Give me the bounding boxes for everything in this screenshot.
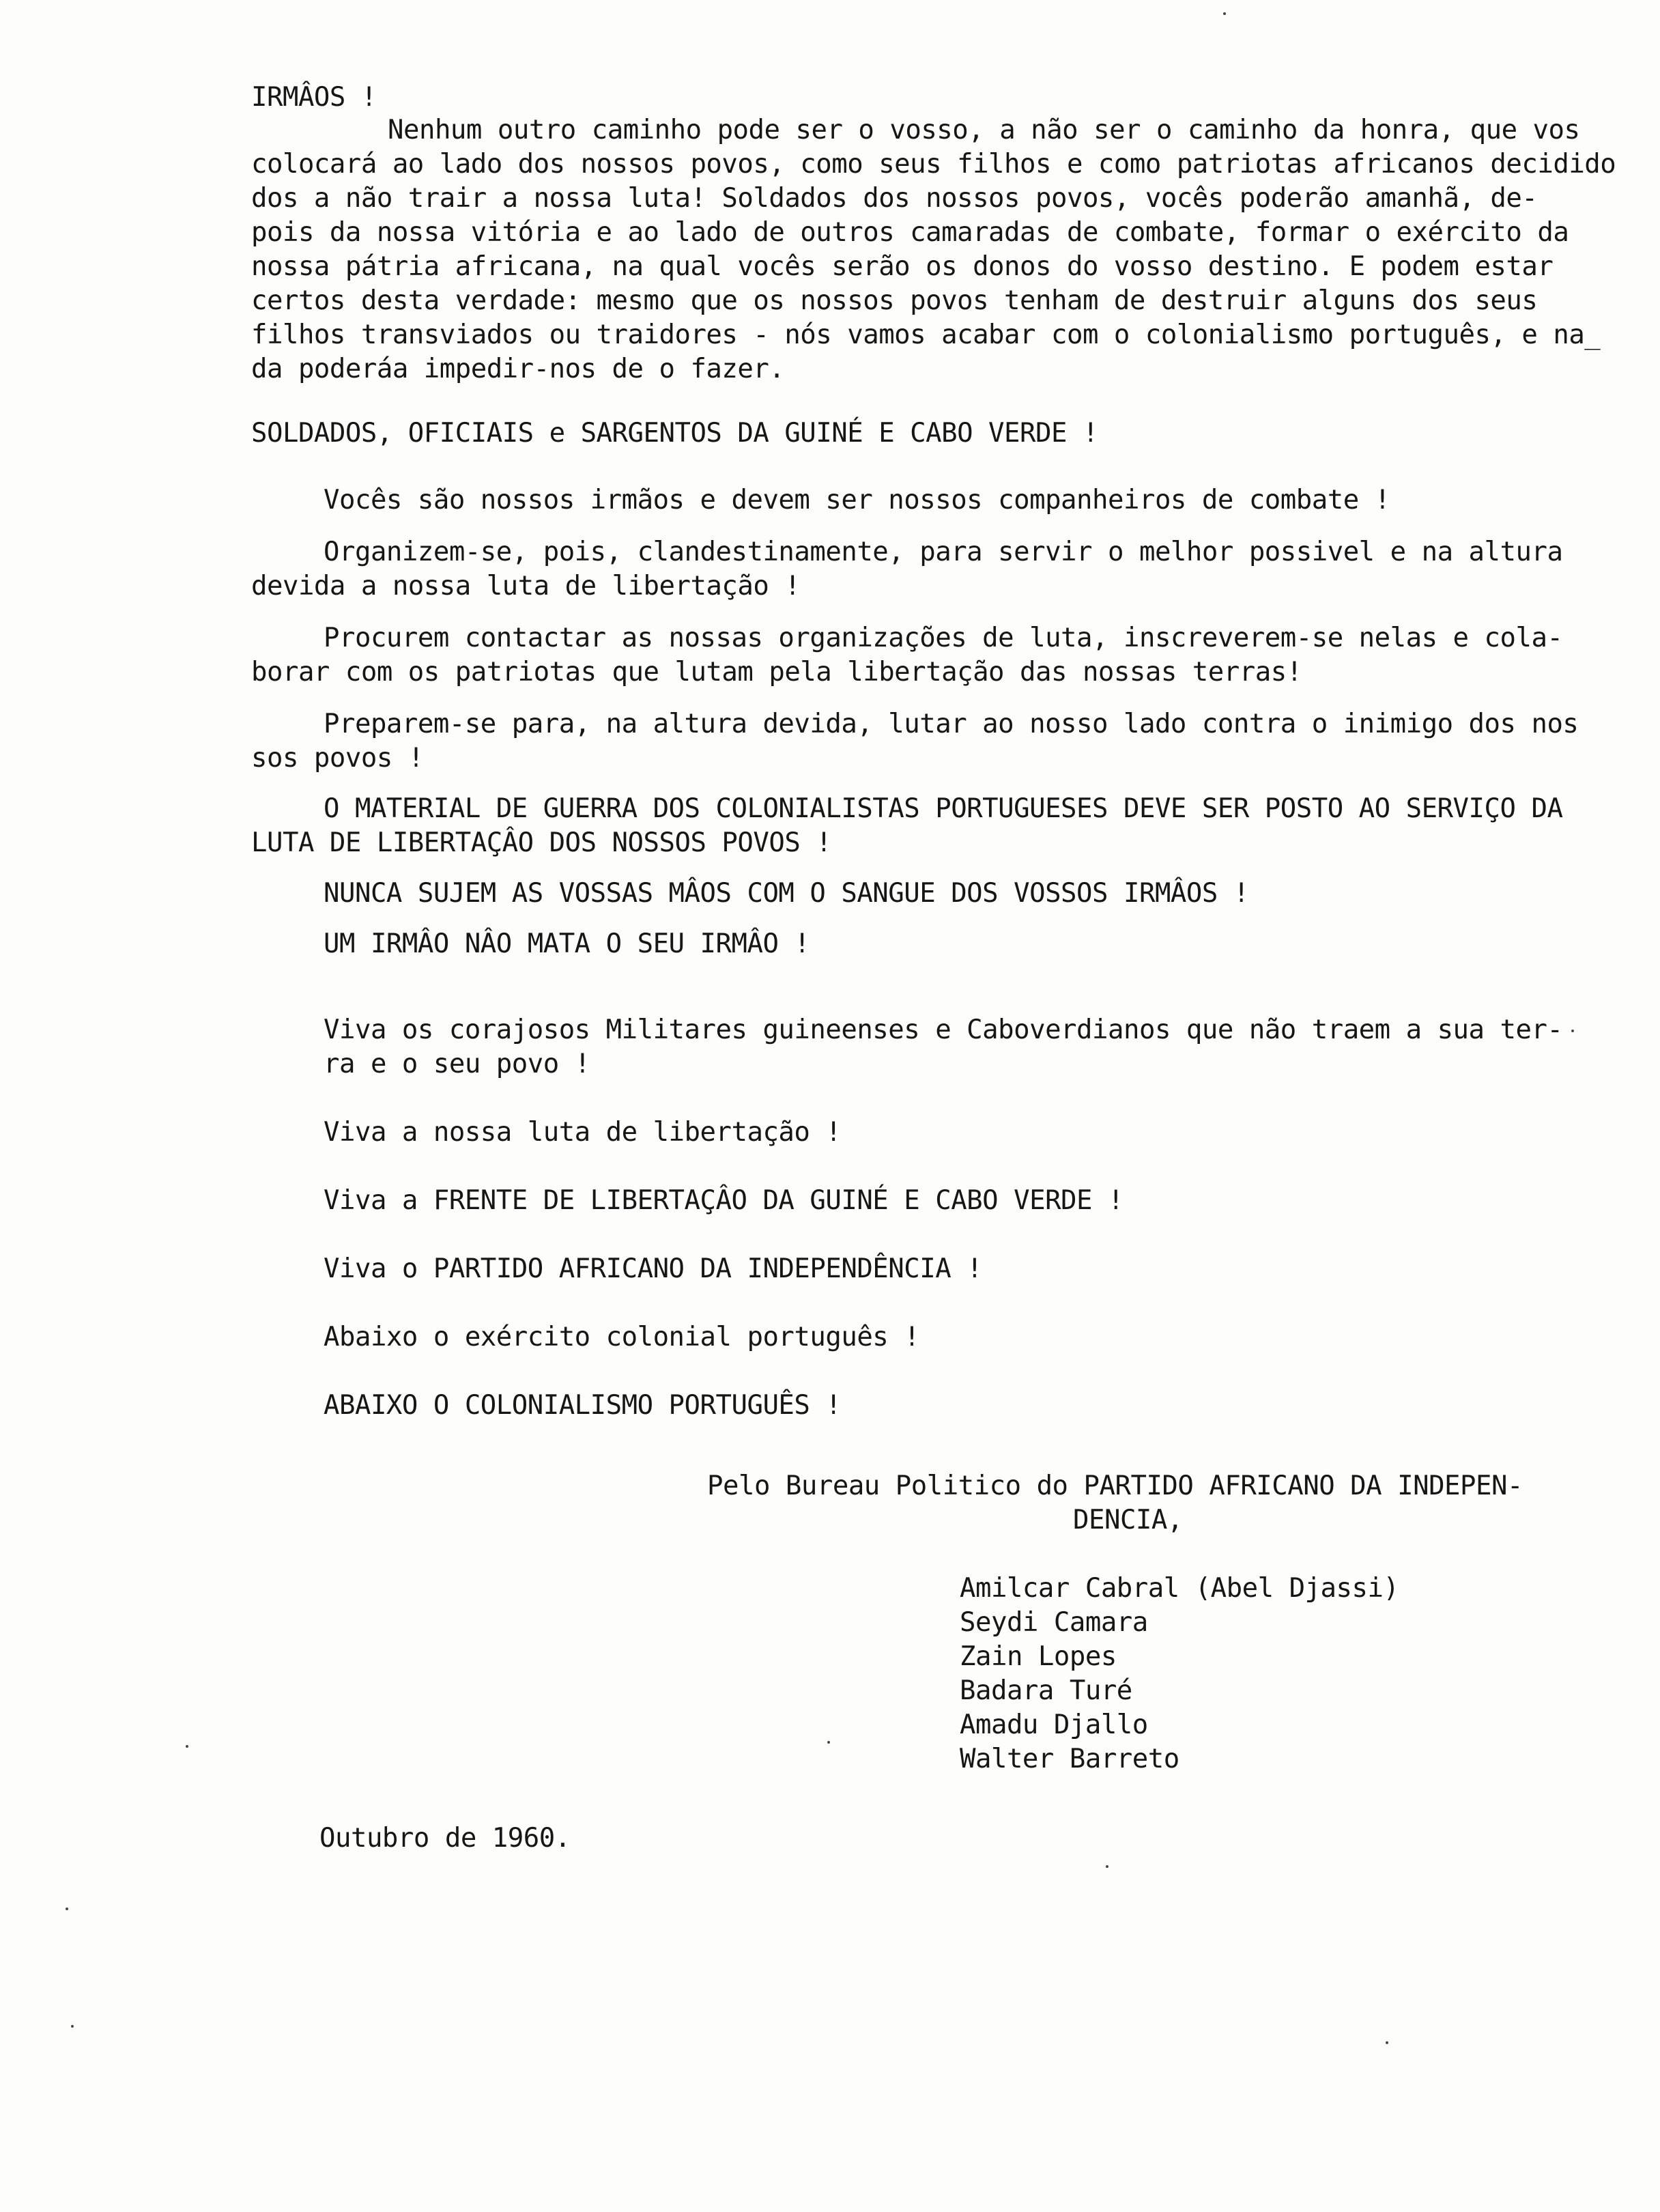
viva-party: Viva o PARTIDO AFRICANO DA INDEPENDÊNCIA ! <box>324 1253 983 1284</box>
signatory-name: Amilcar Cabral (Abel Djassi) <box>960 1573 1399 1604</box>
viva-military-line: Viva os corajosos Militares guineenses e Caboverdianos que não traem a sua ter- <box>324 1015 1563 1045</box>
brother-slogan: UM IRMÂO NÂO MATA O SEU IRMÂO ! <box>324 928 810 959</box>
paragraph-1-line: nossa pátria africana, na qual vocês serão os donos do vosso destino. E podem estar <box>251 251 1554 282</box>
paragraph-1-line: filhos transviados ou traidores - nós vamos acabar com o colonialismo português, e na_ <box>251 320 1601 350</box>
signatory-name: Badara Turé <box>960 1675 1132 1706</box>
signatory-name: Seydi Camara <box>960 1607 1148 1638</box>
never-stain-slogan: NUNCA SUJEM AS VOSSAS MÂOS COM O SANGUE DOS VOSSOS IRMÂOS ! <box>324 878 1249 909</box>
paragraph-1-line: certos desta verdade: mesmo que os nossos povos tenham de destruir alguns dos seus <box>251 285 1538 316</box>
paragraph-1-line: colocará ao lado dos nossos povos, como seus filhos e como patriotas africanos decidido <box>251 149 1616 180</box>
contact-paragraph-line: borar com os patriotas que lutam pela libertação das nossas terras! <box>251 657 1302 687</box>
scan-speck <box>1571 1030 1574 1032</box>
paragraph-1-line: dos a não trair a nossa luta! Soldados dos nossos povos, vocês poderão amanhã, de- <box>251 183 1538 214</box>
scan-speck <box>66 1908 68 1910</box>
paragraph-1-line: pois da nossa vitória e ao lado de outros camaradas de combate, formar o exército da <box>251 217 1569 248</box>
signature-intro-line: DENCIA, <box>1073 1505 1183 1535</box>
brothers-paragraph: Vocês são nossos irmãos e devem ser nossos companheiros de combate ! <box>324 485 1390 515</box>
scan-speck <box>1386 2041 1388 2044</box>
signature-intro-line: Pelo Bureau Politico do PARTIDO AFRICANO DA INDEPEN- <box>707 1471 1523 1501</box>
soldiers-heading: SOLDADOS, OFICIAIS e SARGENTOS DA GUINÉ E CABO VERDE ! <box>251 418 1098 449</box>
viva-military-line: ra e o seu povo ! <box>324 1049 590 1079</box>
greeting: IRMÂOS ! <box>251 82 377 113</box>
signatory-name: Amadu Djallo <box>960 1710 1148 1740</box>
organize-paragraph-line: devida a nossa luta de libertação ! <box>251 571 801 601</box>
scan-speck <box>827 1741 830 1744</box>
prepare-paragraph-line: sos povos ! <box>251 743 424 774</box>
prepare-paragraph-line: Preparem-se para, na altura devida, lutar ao nosso lado contra o inimigo dos nos <box>324 709 1579 739</box>
down-colonial-army: Abaixo o exército colonial português ! <box>324 1322 920 1352</box>
viva-struggle: Viva a nossa luta de libertação ! <box>324 1117 842 1148</box>
letter-date: Outubro de 1960. <box>319 1823 571 1854</box>
organize-paragraph-line: Organizem-se, pois, clandestinamente, para servir o melhor possivel e na altura <box>324 537 1563 567</box>
viva-front: Viva a FRENTE DE LIBERTAÇÂO DA GUINÉ E CABO VERDE ! <box>324 1185 1124 1216</box>
down-colonialism: ABAIXO O COLONIALISMO PORTUGUÊS ! <box>324 1390 842 1421</box>
paragraph-1-line: da poderáa impedir-nos de o fazer. <box>251 354 785 384</box>
contact-paragraph-line: Procurem contactar as nossas organizações de luta, inscreverem-se nelas e cola- <box>324 623 1563 653</box>
war-material-paragraph-line: LUTA DE LIBERTAÇÂO DOS NOSSOS POVOS ! <box>251 827 832 858</box>
scan-speck <box>186 1745 188 1748</box>
scan-speck <box>1106 1865 1108 1868</box>
scan-speck <box>1223 12 1226 15</box>
signatory-name: Walter Barreto <box>960 1744 1179 1774</box>
war-material-paragraph-line: O MATERIAL DE GUERRA DOS COLONIALISTAS PORTUGUESES DEVE SER POSTO AO SERVIÇO DA <box>324 793 1563 824</box>
signatory-name: Zain Lopes <box>960 1641 1117 1672</box>
scan-speck <box>71 2025 74 2028</box>
paragraph-1-line: Nenhum outro caminho pode ser o vosso, a não ser o caminho da honra, que vos <box>388 115 1580 145</box>
